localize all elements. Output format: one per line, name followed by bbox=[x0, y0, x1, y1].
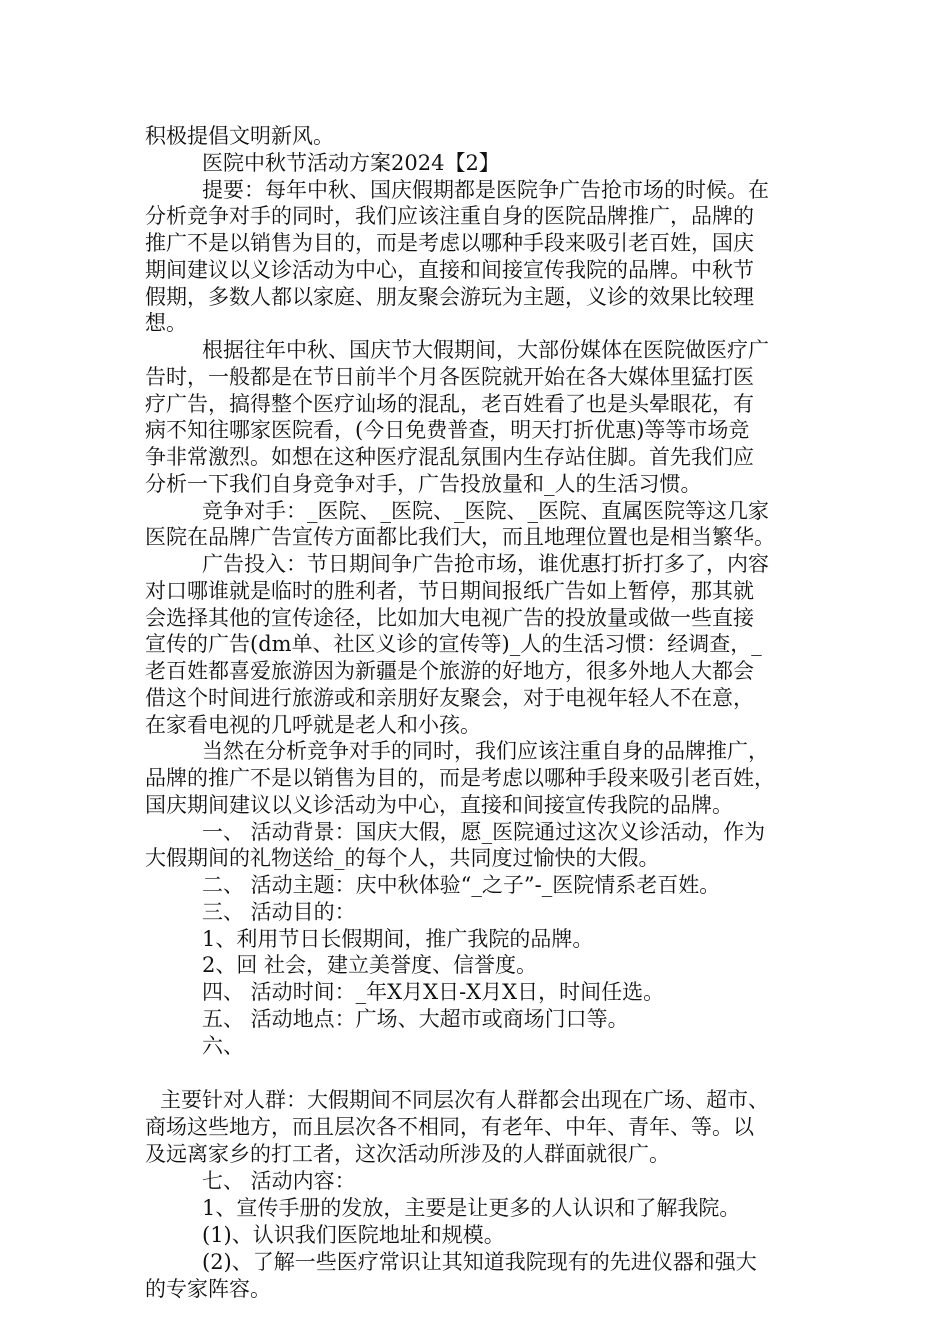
text-line: 借这个时间进行旅游或和亲朋好友聚会，对于电视年轻人不在意， bbox=[145, 686, 754, 710]
text-line: 分析一下我们自身竞争对手，广告投放量和_人的生活习惯。 bbox=[145, 472, 702, 496]
list-item: 1、利用节日长假期间，推广我院的品牌。 bbox=[202, 927, 594, 951]
text-line: 病不知往哪家医院看，(今日免费普查，明天打折优惠)等等市场竞 bbox=[145, 418, 750, 442]
text-line: 老百姓都喜爱旅游因为新疆是个旅游的好地方，很多外地人大都会 bbox=[145, 659, 754, 683]
list-item-heading: 一、 活动背景：国庆大假，愿_医院通过这次义诊活动，作为 bbox=[202, 820, 766, 844]
text-line: 告时，一般都是在节日前半个月各医院就开始在各大媒体里猛打医 bbox=[145, 365, 754, 389]
text-line: 对口哪谁就是临时的胜利者，节日期间报纸广告如上暂停，那其就 bbox=[145, 579, 754, 603]
list-item: (1)、认识我们医院地址和规模。 bbox=[202, 1223, 505, 1247]
text-line: 商场这些地方，而且层次各不相同，有老年、中年、青年、等。以 bbox=[145, 1115, 754, 1139]
text-line: 大假期间的礼物送给_的每个人，共同度过愉快的大假。 bbox=[145, 846, 660, 870]
text-line: 期间建议以义诊活动为中心，直接和间接宣传我院的品牌。中秋节 bbox=[145, 258, 754, 282]
text-line: 在家看电视的几呼就是老人和小孩。 bbox=[145, 713, 481, 737]
text-line: 积极提倡文明新风。 bbox=[145, 124, 334, 148]
text-line: 竞争对手：_医院、_医院、_医院、_医院、直属医院等这几家 bbox=[202, 499, 769, 523]
text-line: 假期，多数人都以家庭、朋友聚会游玩为主题，义诊的效果比较理 bbox=[145, 285, 754, 309]
text-line: 根据往年中秋、国庆节大假期间，大部份媒体在医院做医疗广 bbox=[202, 338, 769, 362]
text-line: 主要针对人群：大假期间不同层次有人群都会出现在广场、超市、 bbox=[160, 1088, 769, 1112]
text-line: 国庆期间建议以义诊活动为中心，直接和间接宣传我院的品牌。 bbox=[145, 793, 733, 817]
text-line: 推广不是以销售为目的，而是考虑以哪种手段来吸引老百姓，国庆 bbox=[145, 231, 754, 255]
text-line: 疗广告，搞得整个医疗讪场的混乱，老百姓看了也是头晕眼花，有 bbox=[145, 392, 754, 416]
text-line: 广告投入：节日期间争广告抢市场，谁优惠打折打多了，内容 bbox=[202, 552, 769, 576]
text-line: 提要：每年中秋、国庆假期都是医院争广告抢市场的时候。在 bbox=[202, 178, 769, 202]
text-line: 及远离家乡的打工者，这次活动所涉及的人群面就很广。 bbox=[145, 1142, 670, 1166]
text-line: 医院在品牌广告宣传方面都比我们大，而且地理位置也是相当繁华。 bbox=[145, 525, 775, 549]
list-item-heading: 三、 活动目的： bbox=[202, 900, 356, 924]
list-item: 2、回 社会，建立美誉度、信誉度。 bbox=[202, 953, 538, 977]
list-item: (2)、了解一些医疗常识让其知道我院现有的先进仪器和强大 bbox=[202, 1250, 757, 1274]
text-line: 的专家阵容。 bbox=[145, 1277, 271, 1301]
text-line: 争非常激烈。如想在这种医疗混乱氛围内生存站住脚。首先我们应 bbox=[145, 445, 754, 469]
text-line: 当然在分析竞争对手的同时，我们应该注重自身的品牌推广， bbox=[202, 739, 769, 763]
list-item-heading: 六、 bbox=[202, 1034, 244, 1058]
list-item: 1、宣传手册的发放，主要是让更多的人认识和了解我院。 bbox=[202, 1196, 741, 1220]
text-line: 分析竞争对手的同时，我们应该注重自身的医院品牌推广，品牌的 bbox=[145, 204, 754, 228]
list-item-heading: 四、 活动时间：_年X月X日-X月X日，时间任选。 bbox=[202, 980, 665, 1004]
text-line: 想。 bbox=[145, 311, 187, 335]
list-item-heading: 二、 活动主题：庆中秋体验“_之子”-_医院情系老百姓。 bbox=[202, 873, 721, 897]
text-line: 品牌的推广不是以销售为目的，而是考虑以哪种手段来吸引老百姓， bbox=[145, 766, 775, 790]
section-heading: 医院中秋节活动方案2024【2】 bbox=[202, 151, 500, 175]
text-line: 会选择其他的宣传途径，比如加大电视广告的投放量或做一些直接 bbox=[145, 606, 754, 630]
text-line: 宣传的广告(dm单、社区义诊的宣传等)_人的生活习惯：经调查，_ bbox=[145, 632, 762, 656]
list-item-heading: 五、 活动地点：广场、大超市或商场门口等。 bbox=[202, 1007, 629, 1031]
list-item-heading: 七、 活动内容： bbox=[202, 1169, 356, 1193]
